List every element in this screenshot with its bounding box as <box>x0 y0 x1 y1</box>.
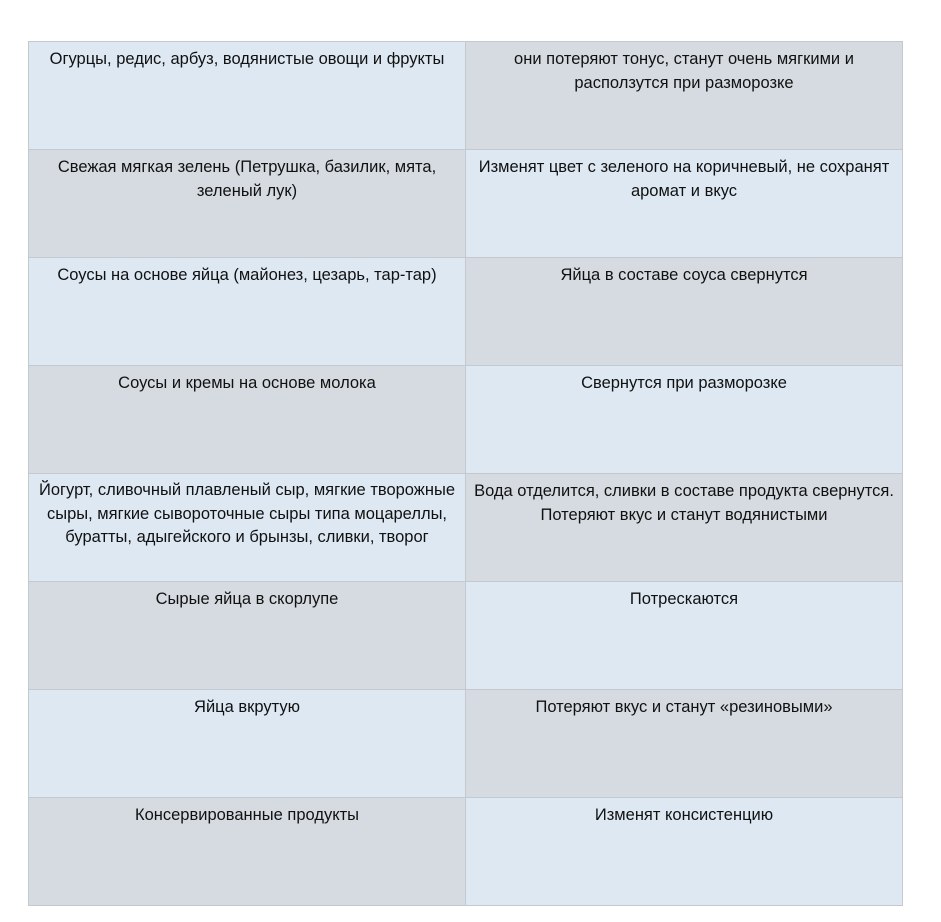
table-row <box>29 150 903 258</box>
effect-cell: Свернутся при разморозке <box>466 366 903 474</box>
table-row <box>29 474 903 582</box>
table-row <box>29 582 903 690</box>
table-row <box>29 258 903 366</box>
product-cell: Соусы на основе яйца (майонез, цезарь, тар-тар) <box>29 258 466 366</box>
product-cell: Соусы и кремы на основе молока <box>29 366 466 474</box>
freezing-table <box>28 41 903 906</box>
product-cell: Йогурт, сливочный плавленый сыр, мягкие творожные сыры, мягкие сывороточные сыры типа моцареллы, буратты, адыгейского и брынзы, сливки, творог <box>29 474 466 582</box>
product-cell: Яйца вкрутую <box>29 690 466 798</box>
table-row <box>29 42 903 150</box>
effect-cell: Изменят консистенцию <box>466 798 903 906</box>
product-cell: Огурцы, редис, арбуз, водянистые овощи и фрукты <box>29 42 466 150</box>
product-cell: Сырые яйца в скорлупе <box>29 582 466 690</box>
table-row <box>29 798 903 906</box>
effect-cell: Вода отделится, сливки в составе продукта свернутся. Потеряют вкус и станут водянистыми <box>466 474 903 582</box>
table-row <box>29 366 903 474</box>
effect-cell: Потрескаются <box>466 582 903 690</box>
effect-cell: Изменят цвет с зеленого на коричневый, не сохранят аромат и вкус <box>466 150 903 258</box>
table-row <box>29 690 903 798</box>
effect-cell: Яйца в составе соуса свернутся <box>466 258 903 366</box>
product-cell: Консервированные продукты <box>29 798 466 906</box>
effect-cell: Потеряют вкус и станут «резиновыми» <box>466 690 903 798</box>
product-cell: Свежая мягкая зелень (Петрушка, базилик, мята, зеленый лук) <box>29 150 466 258</box>
effect-cell: они потеряют тонус, станут очень мягкими и расползутся при разморозке <box>466 42 903 150</box>
